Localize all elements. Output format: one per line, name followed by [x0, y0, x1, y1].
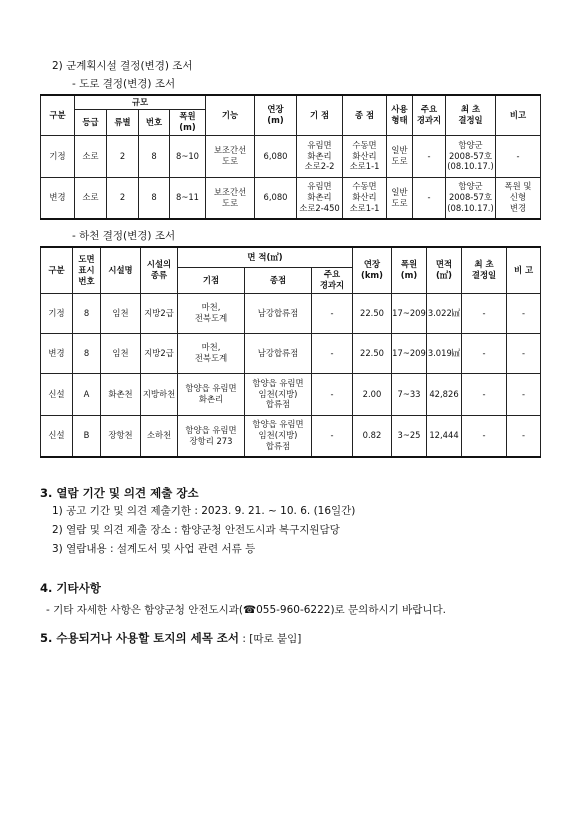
river-cell-width: 3~25	[392, 415, 427, 457]
river-cell-end: 함양읍 유림면 임천(지방) 합류점	[245, 373, 312, 415]
river-cell-note: -	[507, 293, 541, 333]
road-header-scale: 규모	[75, 95, 206, 109]
river-header-name: 시설명	[101, 247, 141, 293]
section4-heading: 4. 기타사항	[40, 581, 101, 595]
river-cell-size: 12,444	[427, 415, 462, 457]
river-decision-table	[40, 246, 541, 458]
river-cell-kind: 소하천	[141, 415, 178, 457]
road-cell-note: -	[496, 135, 541, 177]
road-table-subheading: - 도로 결정(변경) 조서	[72, 78, 176, 90]
river-cell-map: 8	[73, 333, 101, 373]
road-header-number: 번호	[139, 109, 170, 135]
river-cell-note: -	[507, 373, 541, 415]
river-cell-name: 화촌천	[101, 373, 141, 415]
river-cell-end: 함양읍 유림면 임천(지방) 합류점	[245, 415, 312, 457]
road-header-end: 종 점	[343, 95, 387, 135]
table-row	[41, 373, 541, 415]
road-cell-gubun: 변경	[41, 177, 75, 219]
river-cell-gubun: 기정	[41, 293, 73, 333]
river-header-start: 기점	[178, 267, 245, 293]
road-cell-end: 수동면 화산리 소로1-1	[343, 135, 387, 177]
river-cell-first: -	[462, 293, 507, 333]
section3-item-3: 3) 열람내용 : 설계도서 및 사업 관련 서류 등	[52, 543, 256, 555]
road-decision-table	[40, 94, 541, 220]
road-cell-first: 함양군 2008-57호 (08.10.17.)	[446, 177, 496, 219]
river-cell-gubun: 변경	[41, 333, 73, 373]
road-cell-number: 8	[139, 135, 170, 177]
river-header-note: 비 고	[507, 247, 541, 293]
table-row	[41, 293, 541, 333]
road-cell-main: -	[413, 177, 446, 219]
road-header-gubun: 구분	[41, 95, 75, 135]
section5-suffix: : [따로 붙임]	[239, 633, 302, 645]
road-header-use: 사용 형태	[387, 95, 413, 135]
section5-heading: 5. 수용되거나 사용할 토지의 세목 조서	[40, 631, 240, 645]
section4-text: - 기타 자세한 사항은 함양군청 안전도시과(☎055-960-6222)로 문의하시기 바랍니다.	[46, 604, 447, 616]
river-cell-end: 남강합류점	[245, 333, 312, 373]
river-cell-gubun: 신설	[41, 415, 73, 457]
section5-line	[40, 627, 301, 646]
river-header-first: 최 초 결정일	[462, 247, 507, 293]
road-cell-function: 보조간선 도로	[206, 135, 255, 177]
river-cell-note: -	[507, 333, 541, 373]
river-cell-length: 22.50	[353, 293, 392, 333]
section3-item-1: 1) 공고 기간 및 의견 제출기한 : 2023. 9. 21. ~ 10. 6. (16일간)	[52, 505, 356, 517]
river-cell-length: 2.00	[353, 373, 392, 415]
river-cell-name: 임천	[101, 293, 141, 333]
river-cell-kind: 지방2급	[141, 293, 178, 333]
road-header-note: 비고	[496, 95, 541, 135]
road-cell-note: 폭원 및 신형 변경	[496, 177, 541, 219]
river-cell-main: -	[312, 373, 353, 415]
river-cell-width: 17~209	[392, 293, 427, 333]
river-cell-first: -	[462, 373, 507, 415]
road-cell-function: 보조간선 도로	[206, 177, 255, 219]
table-row	[41, 415, 541, 457]
river-cell-length: 22.50	[353, 333, 392, 373]
road-cell-first: 함양군 2008-57호 (08.10.17.)	[446, 135, 496, 177]
river-cell-first: -	[462, 333, 507, 373]
road-cell-start: 유림면 화촌리 소로2-2	[297, 135, 343, 177]
river-cell-gubun: 신설	[41, 373, 73, 415]
river-cell-kind: 지방2급	[141, 333, 178, 373]
river-header-kind: 시설의 종류	[141, 247, 178, 293]
river-cell-note: -	[507, 415, 541, 457]
road-cell-width: 8~10	[170, 135, 206, 177]
section3-item-2: 2) 열람 및 의견 제출 장소 : 함양군청 안전도시과 복구지원담당	[52, 524, 340, 536]
table-row	[41, 333, 541, 373]
road-header-length: 연장 (m)	[255, 95, 297, 135]
river-cell-name: 장항천	[101, 415, 141, 457]
river-cell-length: 0.82	[353, 415, 392, 457]
road-header-main: 주요 경과지	[413, 95, 446, 135]
river-header-map: 도면 표시 번호	[73, 247, 101, 293]
river-cell-first: -	[462, 415, 507, 457]
river-cell-main: -	[312, 333, 353, 373]
section2-heading: 2) 군계획시설 결정(변경) 조서	[52, 60, 193, 72]
river-cell-main: -	[312, 415, 353, 457]
river-header-end: 종점	[245, 267, 312, 293]
river-cell-main: -	[312, 293, 353, 333]
road-cell-grade: 소로	[75, 177, 107, 219]
river-cell-end: 남강합류점	[245, 293, 312, 333]
road-cell-use: 일반 도로	[387, 135, 413, 177]
road-header-width: 폭원 (m)	[170, 109, 206, 135]
river-cell-size: 3.019㎢	[427, 333, 462, 373]
river-table-subheading: - 하천 결정(변경) 조서	[72, 230, 176, 242]
road-header-first: 최 초 결정일	[446, 95, 496, 135]
river-header-gubun: 구분	[41, 247, 73, 293]
road-cell-number: 8	[139, 177, 170, 219]
road-cell-type: 2	[107, 177, 139, 219]
road-cell-grade: 소로	[75, 135, 107, 177]
road-cell-length: 6,080	[255, 177, 297, 219]
road-cell-use: 일반 도로	[387, 177, 413, 219]
road-cell-main: -	[413, 135, 446, 177]
road-header-grade: 등급	[75, 109, 107, 135]
section3-heading: 3. 열람 기간 및 의견 제출 장소	[40, 486, 199, 500]
river-header-size: 면적 (㎡)	[427, 247, 462, 293]
river-cell-start: 마천, 전북도계	[178, 293, 245, 333]
road-header-type: 류별	[107, 109, 139, 135]
river-cell-map: B	[73, 415, 101, 457]
river-cell-map: 8	[73, 293, 101, 333]
table-row	[41, 177, 541, 219]
river-cell-start: 함양읍 유림면 화촌리	[178, 373, 245, 415]
river-cell-width: 17~209	[392, 333, 427, 373]
river-cell-size: 42,826	[427, 373, 462, 415]
river-cell-start: 함양읍 유림면 장항리 273	[178, 415, 245, 457]
river-cell-kind: 지방하천	[141, 373, 178, 415]
river-cell-width: 7~33	[392, 373, 427, 415]
road-cell-width: 8~11	[170, 177, 206, 219]
road-header-start: 기 점	[297, 95, 343, 135]
road-cell-length: 6,080	[255, 135, 297, 177]
road-header-function: 기능	[206, 95, 255, 135]
river-cell-name: 임천	[101, 333, 141, 373]
road-cell-gubun: 기정	[41, 135, 75, 177]
road-cell-end: 수동면 화산리 소로1-1	[343, 177, 387, 219]
road-cell-type: 2	[107, 135, 139, 177]
river-cell-start: 마천, 전북도계	[178, 333, 245, 373]
river-header-main: 주요 경과지	[312, 267, 353, 293]
river-header-area: 면 적(㎡)	[178, 247, 353, 267]
river-header-length: 연장 (km)	[353, 247, 392, 293]
river-cell-map: A	[73, 373, 101, 415]
river-header-width: 폭원 (m)	[392, 247, 427, 293]
road-cell-start: 유림면 화촌리 소로2-450	[297, 177, 343, 219]
river-cell-size: 3.022㎢	[427, 293, 462, 333]
table-row	[41, 135, 541, 177]
